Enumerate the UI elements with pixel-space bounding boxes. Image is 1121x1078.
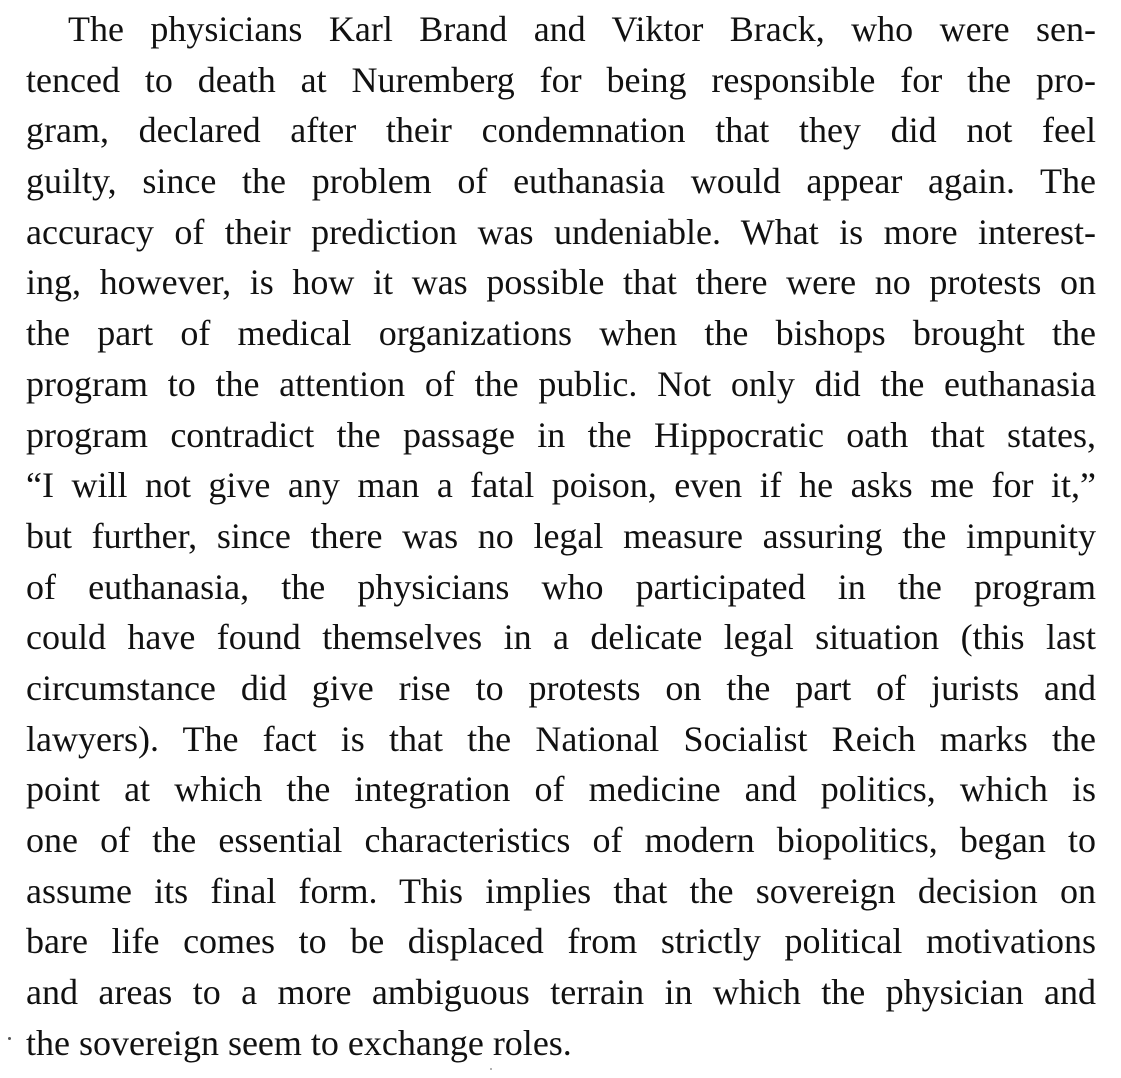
text-line: The physicians Karl Brand and Viktor Brack, who were sen- — [68, 9, 1096, 49]
text-line: lawyers). The fact is that the National Socialist Reich marks the — [26, 718, 1096, 759]
text-line: but further, since there was no legal measure assuring the impunity — [26, 515, 1096, 556]
text-line: could have found themselves in a delicate legal situation (this last — [26, 617, 1096, 658]
text-line: of euthanasia, the physicians who participated in the program — [26, 566, 1096, 607]
text-line: one of the essential characteristics of modern biopolitics, began to — [26, 820, 1096, 860]
text-line: point at which the integration of medicine and politics, which is — [26, 769, 1096, 810]
text-line: program contradict the passage in the Hippocratic oath that states, — [26, 414, 1096, 455]
scan-speck — [8, 1037, 11, 1040]
text-line: program to the attention of the public. Not only did the euthanasia — [26, 363, 1096, 404]
text-line: ing, however, is how it was possible that there were no protests on — [26, 262, 1096, 303]
text-line: circumstance did give rise to protests on the part of jurists and — [26, 667, 1096, 708]
text-line: “I will not give any man a fatal poison, even if he asks me for it,” — [26, 465, 1096, 506]
text-line: assume its final form. This implies that the sovereign decision on — [26, 870, 1096, 911]
body-paragraph — [26, 4, 1096, 1068]
text-line: tenced to death at Nuremberg for being responsible for the pro- — [26, 59, 1096, 100]
text-line: and areas to a more ambiguous terrain in which the physician and — [26, 972, 1096, 1013]
text-line: guilty, since the problem of euthanasia would appear again. The — [26, 161, 1096, 202]
text-line: gram, declared after their condemnation that they did not feel — [26, 110, 1096, 151]
text-line: the part of medical organizations when the bishops brought the — [26, 313, 1096, 354]
text-line: the sovereign seem to exchange roles. — [26, 1022, 572, 1063]
text-line: bare life comes to be displaced from strictly political motivations — [26, 921, 1096, 962]
scan-speck — [490, 1068, 492, 1070]
text-line: accuracy of their prediction was undeniable. What is more interest- — [26, 211, 1096, 252]
